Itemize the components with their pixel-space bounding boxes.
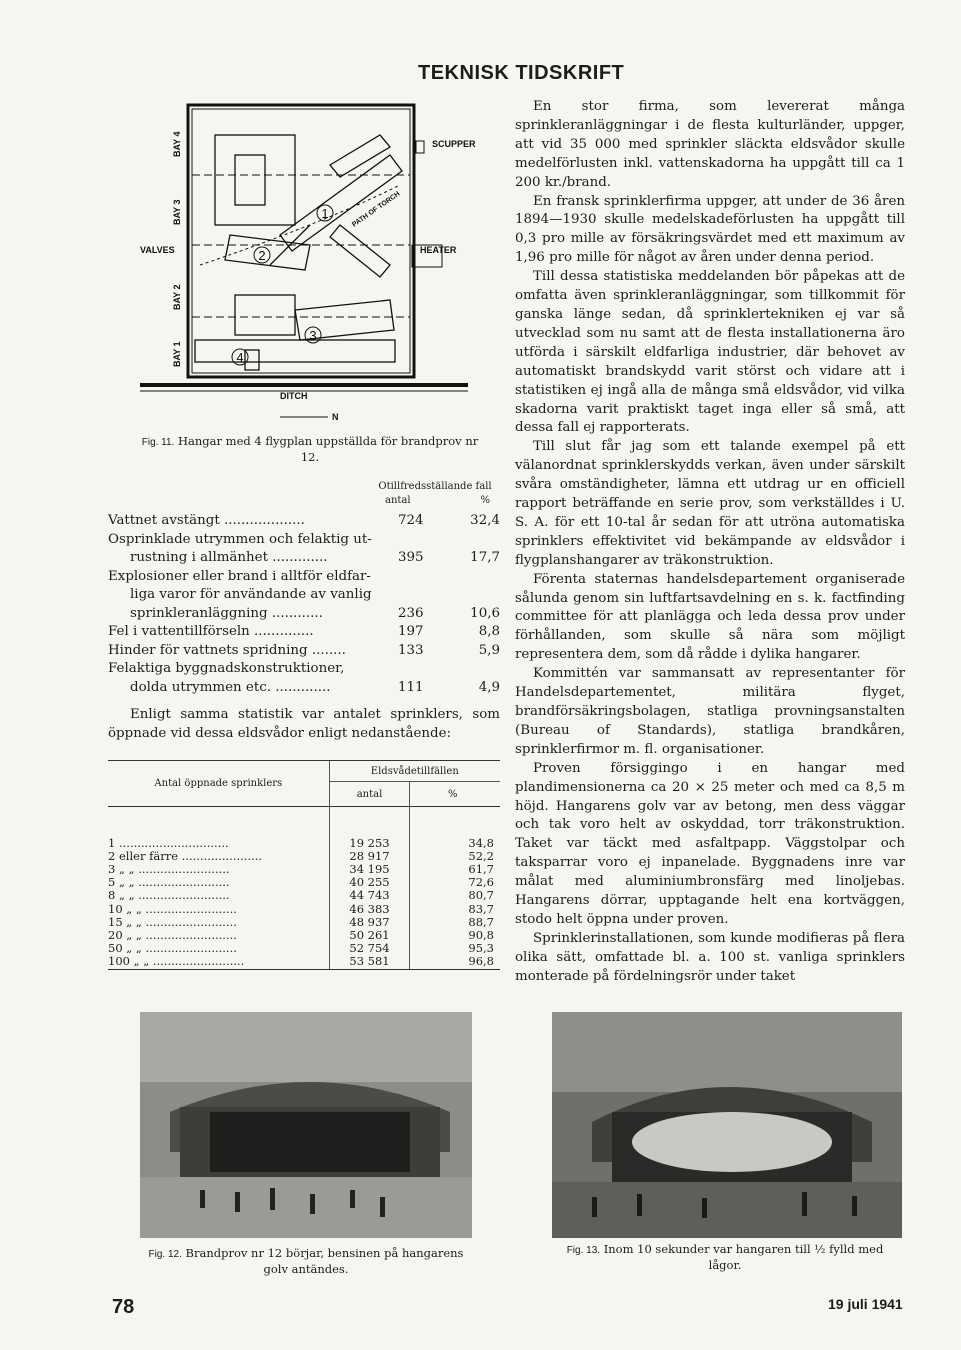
figure-12-caption: Fig. 12. Brandprov nr 12 börjar, bensinen på hangarens golv antändes. xyxy=(148,1246,464,1276)
table-header-group: Eldsvådetillfällen xyxy=(329,761,500,782)
plane-number-1: 1 xyxy=(321,206,329,221)
table-row: 1 .............................. 19 253 34,8 xyxy=(108,837,500,850)
right-column-text xyxy=(515,98,905,987)
scupper-label: SCUPPER xyxy=(432,139,476,149)
hangar-fire-photo-1 xyxy=(140,1012,472,1238)
bay-1-label: BAY 1 xyxy=(172,341,182,367)
table-row: 10 „ „ ......................... 46 383 83,7 xyxy=(108,903,500,916)
ditch-label: DITCH xyxy=(280,391,308,401)
paragraph: Kommittén var sammansatt av representanter för Handelsdepartementet, militära flyget, brandförsäkringsbolagen, statliga provningsanstalten (Bureau of Standards), statliga brandkåren, sprinklerfirmor m. fl. organisationer. xyxy=(515,666,905,757)
list-item: Vattnet avstängt ................... 724 32,4 xyxy=(108,513,500,528)
sprinkler-table xyxy=(108,760,500,970)
table-row: 15 „ „ ......................... 48 937 88,7 xyxy=(108,916,500,929)
valves-label: VALVES xyxy=(140,245,175,255)
plane-number-4: 4 xyxy=(236,350,244,365)
table-header-pct: % xyxy=(410,782,500,807)
table-row: 2 eller färre ...................... 28 917 52,2 xyxy=(108,850,500,863)
paragraph: En fransk sprinklerfirma uppger, att under de 36 åren 1894—1930 skulle medelskadeförlusten ha uppgått till 0,3 pro mille av försäkringsvärdet med ett maximum av 1,96 pro mille för något av åren under denna period. xyxy=(515,193,905,266)
north-label: N xyxy=(332,412,339,422)
bay-2-label: BAY 2 xyxy=(172,284,182,310)
bay-4-label: BAY 4 xyxy=(172,131,182,157)
table-row: 20 „ „ ......................... 50 261 90,8 xyxy=(108,929,500,942)
table-row: 3 „ „ ......................... 34 195 61,7 xyxy=(108,863,500,876)
issue-date: 19 juli 1941 xyxy=(828,1296,903,1312)
page-number: 78 xyxy=(112,1296,135,1318)
paragraph: Förenta staternas handelsdepartement organiserade sålunda genom sin luftfartsavdelning en s. k. factfinding committee för att planlägga och leda dessa prov under förhållanden, som skulle så nära som möjligt representera dem, som då rådde i dylika hangarer. xyxy=(515,571,905,663)
list-item: Hinder för vattnets spridning ........ 133 5,9 xyxy=(108,642,500,658)
list-item: Felaktiga byggnadskonstruktioner, xyxy=(108,661,345,676)
table-header-antal: antal xyxy=(329,782,410,807)
journal-title: TEKNISK TIDSKRIFT xyxy=(418,62,625,84)
stats-column-header: Otillfredsställande fall antal % xyxy=(378,481,492,506)
hangar-diagram xyxy=(140,95,480,425)
statistics-intro-paragraph: Enligt samma statistik var antalet sprinklers, som öppnade vid dessa eldsvådor enligt nedanstående: xyxy=(108,707,500,741)
table-row: 8 „ „ ......................... 44 743 80,7 xyxy=(108,889,500,902)
plane-number-3: 3 xyxy=(309,328,317,343)
table-row: 100 „ „ ......................... 53 581 96,8 xyxy=(108,955,500,969)
table-row: 50 „ „ ......................... 52 754 95,3 xyxy=(108,942,500,955)
table-row: 5 „ „ ......................... 40 255 72,6 xyxy=(108,876,500,889)
torch-path-label: PATH OF TORCH xyxy=(351,190,402,229)
paragraph: Sprinklerinstallationen, som kunde modifieras på flera olika sätt, omfattade bl. a. 100 st. vanliga sprinklers monterade på fördelningsrör under taket xyxy=(515,930,905,984)
list-item: Explosioner eller brand i alltför eldfar- xyxy=(108,568,371,584)
list-item: Fel i vattentillförseln .............. 197 8,8 xyxy=(108,624,500,639)
paragraph: En stor firma, som levererat många sprinkleranläggningar i de flesta kulturländer, uppger, att vid 35 000 med sprinkler släckta eldsvådor skulle medelförlusten inkl. vattenskadorna ha uppgått till ca 1 200 kr./brand. xyxy=(515,99,905,190)
unsatisfactory-cases-list: Vattnet avstängt ................... 724 32,4 Osprinklade utrymmen och felaktig ut- rustning i allmänhet ............. 395 17,7 Explosioner eller brand i alltför eldfar- liga varor för användande av vanlig sprinkleranläggning ............ 236 10,6 Fel i vattentillförseln .............. 197 8,8 Hinder för vattnets spridning ........ 133 5,9 Felaktiga byggnadskonstruktioner, dolda utrymmen etc. ............. 111 4,9 xyxy=(108,513,500,695)
paragraph: Till slut får jag som ett talande exempel på ett välanordnat sprinklerskydds verkan, även under särskilt svåra omständigheter, lämna ett utdrag ur en officiell rapport beträffande en serie prov, som verkställdes i U. S. A. för ett 10-tal år sedan för att utröna automatiska sprinklers effektivitet vid bekämpande av eldsvådor i flygplanshangarer av träkonstruktion. xyxy=(515,439,905,568)
heater-label: HEATER xyxy=(420,245,457,255)
list-item: Osprinklade utrymmen och felaktig ut- xyxy=(108,531,372,547)
plane-number-2: 2 xyxy=(258,248,266,263)
bay-3-label: BAY 3 xyxy=(172,199,182,225)
paragraph: Proven försiggingo i en hangar med plandimensionerna ca 20 × 25 meter och med ca 8,5 m höjd. Hangarens golv var av betong, men dess väggar och tak voro helt av oskyddad, torr träkonstruktion. Taket var täckt med asfaltpapp. Väggstolpar och taksparrar voro ej inpanelade. Byggnadens inre var målat med aluminiumbronsfärg med linoljebas. Hangarens dörrar, upptagande helt ena kortväggen, stodo helt öppna under proven. xyxy=(515,760,905,927)
paragraph: Till dessa statistiska meddelanden bör påpekas att de omfatta även sprinkleranläggningar, som tillkommit för ganska länge sedan, då sprinklertekniken ej var så utvecklad som nu samt att de flesta installationerna äro utförda i särskilt eldfarliga industrier, där behovet av automatiskt brandskydd varit störst och vidare att i statistiken ej ingå alla de många små eldsvådor, vid vilka skadorna varit praktiskt taget inga eller så små, att dessa fall ej rapporterats. xyxy=(515,269,905,436)
hangar-fire-photo-2 xyxy=(552,1012,902,1238)
figure-13-caption: Fig. 13. Inom 10 sekunder var hangaren till ½ fylld med lågor. xyxy=(566,1242,884,1272)
table-header-left: Antal öppnade sprinklers xyxy=(108,761,329,807)
figure-11-caption: Fig. 11. Hangar med 4 flygplan uppställda för brandprov nr 12. xyxy=(141,434,479,464)
